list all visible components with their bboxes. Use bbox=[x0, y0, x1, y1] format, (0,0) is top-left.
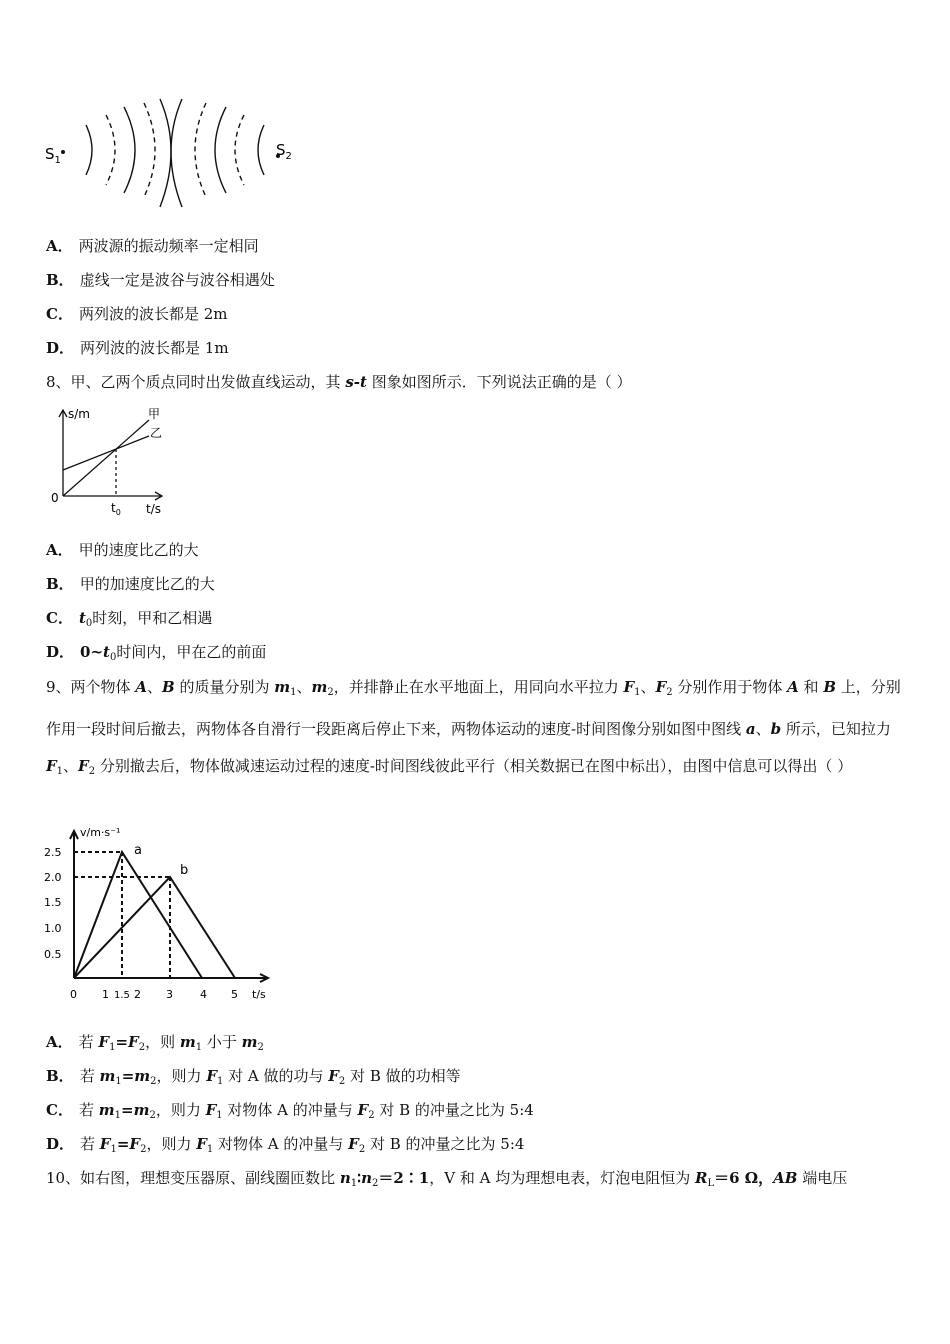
wave-interference-figure bbox=[40, 95, 310, 215]
q9-stem: 9、两个物体 A、B 的质量分别为 $m_1$、$m_2$，并排静止在水平地面上，用同向水平拉力 $F_1$、$F_2$ 分别作用于物体 A 和 B 上，分别作用一段时间后撤去，两物体各自滑行一段距离后停止下来，两物体运动的速度-时间图像分别如图中图线 a、b 所示，已知拉力 $F_1$、$F_2$ 分别撤去后，物体做减速运动过程的速度-时间图线彼此平行（相关数据已在图中标出），由图中信息可以得出（ ） bbox=[46, 678, 901, 777]
q9-option-b: B． 若 $m_1=m_2$，则力 $F_1$ 对 A 做的功与 $F_2$ 对 B 做的功相等 bbox=[46, 1067, 461, 1087]
q8-option-b: B． 甲的加速度比乙的大 bbox=[46, 575, 215, 593]
wave-arc-right-4 bbox=[195, 103, 206, 197]
q10-stem: 10、如右图，理想变压器原、副线圈匝数比 $n_1∶n_2=2∶1$，V 和 A 均为理想电表，灯泡电阻恒为 $R_L=6$ Ω，AB 端电压 bbox=[46, 1169, 848, 1189]
q8-origin: 0 bbox=[51, 491, 59, 505]
q9-xtick-3: 3 bbox=[166, 988, 173, 1001]
q9-ytick-20: 2.0 bbox=[44, 871, 62, 884]
source-s2-label: $S_2$ bbox=[276, 141, 292, 162]
q9-ytick-25: 2.5 bbox=[44, 846, 62, 859]
q9-vt-graph bbox=[40, 822, 280, 1007]
wave-arc-left-2 bbox=[106, 115, 115, 185]
q9-ytick-10: 1.0 bbox=[44, 922, 62, 935]
q9-xtick-2: 2 bbox=[134, 988, 141, 1001]
wave-arc-right-3 bbox=[215, 107, 226, 193]
q9-xtick-15: 1.5 bbox=[114, 990, 130, 1001]
source-s1-dot bbox=[61, 150, 65, 154]
q8-option-d: D． $0\sim t_0$时间内，甲在乙的前面 bbox=[46, 643, 267, 663]
q8-stem: 8、甲、乙两个质点同时出发做直线运动，其 s-t 图象如图所示．下列说法正确的是（ ） bbox=[46, 373, 632, 391]
q8-ylabel: s/m bbox=[68, 407, 90, 421]
q9-option-c: C． 若 $m_1=m_2$，则力 $F_1$ 对物体 A 的冲量与 $F_2$ 对 B 的冲量之比为 5:4 bbox=[46, 1101, 534, 1121]
q8-option-a: A． 甲的速度比乙的大 bbox=[46, 541, 199, 559]
q9-xtick-4: 4 bbox=[200, 988, 207, 1001]
wave-arc-left-3 bbox=[124, 107, 135, 193]
q8-line-yi-label: 乙 bbox=[150, 426, 163, 440]
q9-option-a: A． 若 $F_1=F_2$，则 $m_1$ 小于 $m_2$ bbox=[46, 1033, 264, 1053]
q7-option-c: C． 两列波的波长都是 2m bbox=[46, 305, 228, 323]
wave-arc-center-left bbox=[160, 99, 171, 207]
q9-xtick-0: 0 bbox=[70, 988, 77, 1001]
q8-line-jia-label: 甲 bbox=[148, 407, 161, 421]
q8-option-c: C． $t_0$时刻，甲和乙相遇 bbox=[46, 609, 213, 629]
q9-line-b bbox=[74, 877, 235, 978]
wave-arc-right-2 bbox=[235, 115, 244, 185]
q8-xlabel: t/s bbox=[146, 502, 161, 516]
q7-option-a: A． 两波源的振动频率一定相同 bbox=[46, 237, 259, 255]
q9-ylabel: v/m·s⁻¹ bbox=[80, 826, 121, 839]
q8-line-yi bbox=[63, 436, 149, 470]
wave-arc-right-1 bbox=[258, 125, 264, 175]
q9-xtick-5: 5 bbox=[231, 988, 238, 1001]
q9-xlabel: t/s bbox=[252, 988, 266, 1001]
wave-arc-center-right bbox=[171, 99, 182, 207]
q8-t0-label: $t_0$ bbox=[111, 501, 121, 517]
q9-xtick-1: 1 bbox=[102, 988, 109, 1001]
q7-option-b: B． 虚线一定是波谷与波谷相遇处 bbox=[46, 271, 275, 289]
q9-option-d: D． 若 $F_1=F_2$，则力 $F_1$ 对物体 A 的冲量与 $F_2$ 对 B 的冲量之比为 5:4 bbox=[46, 1135, 525, 1155]
q9-line-a-label: a bbox=[134, 843, 142, 858]
wave-arc-left-4 bbox=[144, 103, 155, 197]
q7-option-d: D． 两列波的波长都是 1m bbox=[46, 339, 229, 357]
q9-ytick-05: 0.5 bbox=[44, 948, 62, 961]
q8-st-graph bbox=[44, 402, 174, 520]
source-s1-label: $S_1$ bbox=[45, 145, 61, 166]
wave-arc-left-1 bbox=[86, 125, 92, 175]
q9-line-b-label: b bbox=[180, 863, 189, 878]
q8-line-jia bbox=[63, 420, 149, 496]
q9-ytick-15: 1.5 bbox=[44, 896, 62, 909]
